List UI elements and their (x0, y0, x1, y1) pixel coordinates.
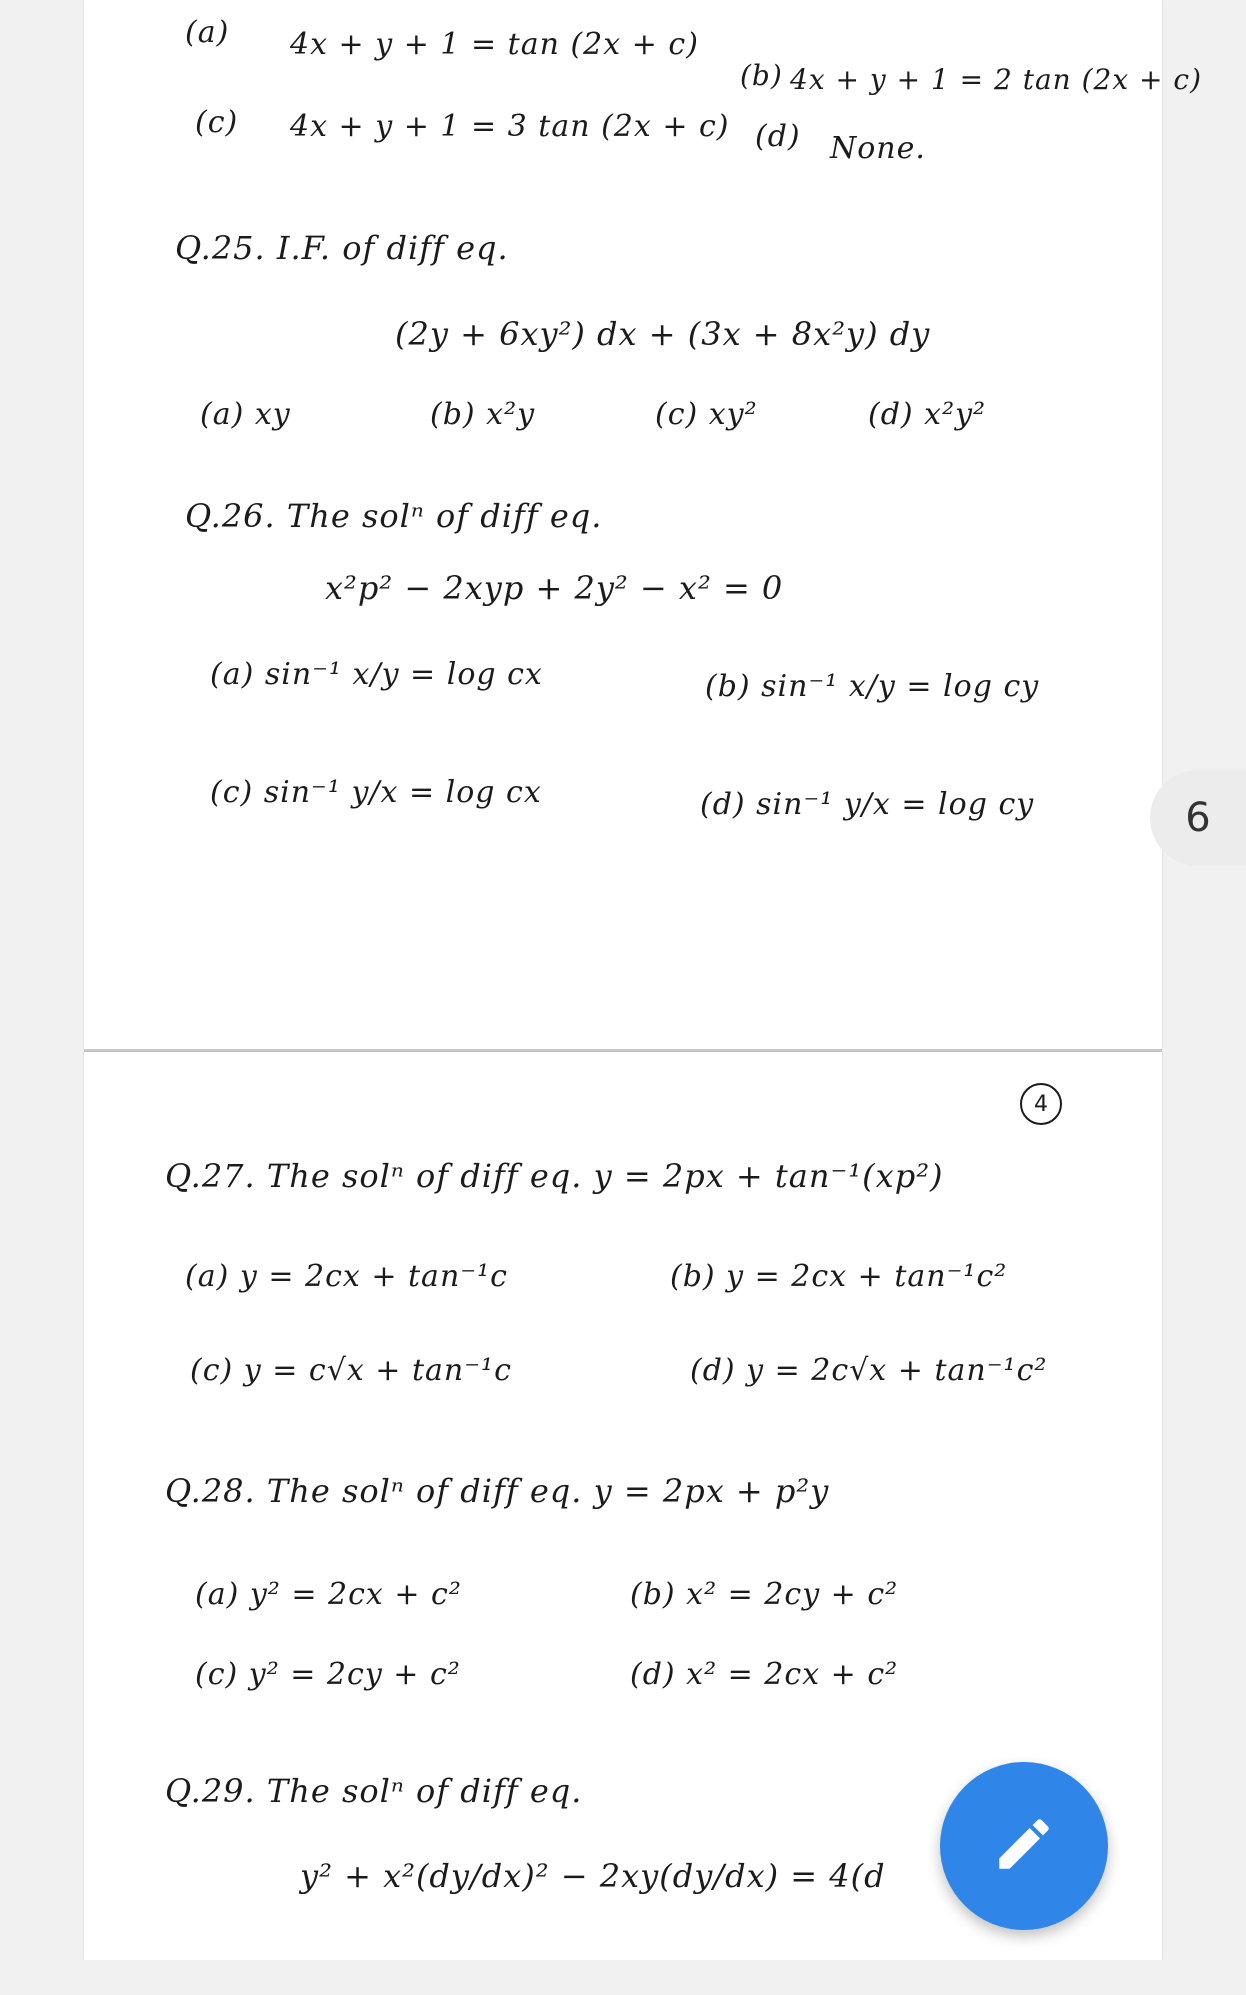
q29-heading: Q.29. The solⁿ of diff eq. (165, 1772, 583, 1810)
q24-option-b: 4x + y + 1 = 2 tan (2x + c) (790, 63, 1203, 96)
edit-fab-button[interactable] (940, 1762, 1108, 1930)
pencil-icon (991, 1811, 1057, 1881)
q27-option-c: (c) y = c√x + tan⁻¹c (190, 1353, 512, 1388)
circled-page-number: 4 (1020, 1083, 1062, 1125)
q24-option-c: 4x + y + 1 = 3 tan (2x + c) (290, 109, 730, 144)
q25-heading: Q.25. I.F. of diff eq. (175, 229, 509, 267)
q26-option-a: (a) sin⁻¹ x/y = log cx (210, 657, 543, 692)
q24-option-d: None. (830, 131, 926, 166)
q25-equation: (2y + 6xy²) dx + (3x + 8x²y) dy (395, 315, 931, 353)
q26-option-b: (b) sin⁻¹ x/y = log cy (705, 669, 1040, 704)
q27-option-b: (b) y = 2cx + tan⁻¹c² (670, 1259, 1008, 1294)
q27-option-a: (a) y = 2cx + tan⁻¹c (185, 1259, 508, 1294)
page-number-badge (1150, 770, 1246, 866)
q26-equation: x²p² − 2xyp + 2y² − x² = 0 (325, 569, 784, 607)
q25-option-a: (a) xy (200, 397, 291, 432)
q27-heading: Q.27. The solⁿ of diff eq. y = 2px + tan⁻¹(xp²) (165, 1157, 944, 1195)
q27-option-d: (d) y = 2c√x + tan⁻¹c² (690, 1353, 1048, 1388)
q24-option-a-label: (a) (185, 15, 230, 50)
q26-heading: Q.26. The solⁿ of diff eq. (185, 497, 603, 535)
q25-option-d: (d) x²y² (868, 397, 987, 432)
q25-option-b: (b) x²y (430, 397, 536, 432)
q28-option-c: (c) y² = 2cy + c² (195, 1657, 461, 1692)
q28-option-a: (a) y² = 2cx + c² (195, 1577, 462, 1612)
q24-option-b-label: (b) (740, 59, 783, 92)
q28-option-b: (b) x² = 2cy + c² (630, 1577, 899, 1612)
q28-option-d: (d) x² = 2cx + c² (630, 1657, 899, 1692)
q26-option-d: (d) sin⁻¹ y/x = log cy (700, 787, 1035, 822)
q24-option-d-label: (d) (755, 119, 801, 154)
q28-heading: Q.28. The solⁿ of diff eq. y = 2px + p²y (165, 1472, 830, 1510)
q25-option-c: (c) xy² (655, 397, 758, 432)
page-number: 6 (1185, 795, 1211, 841)
q26-option-c: (c) sin⁻¹ y/x = log cx (210, 775, 542, 810)
q29-equation: y² + x²(dy/dx)² − 2xy(dy/dx) = 4(d (300, 1857, 886, 1895)
q24-option-c-label: (c) (195, 105, 239, 140)
q24-option-a: 4x + y + 1 = tan (2x + c) (290, 27, 699, 62)
bottom-strip (0, 1960, 1246, 1995)
